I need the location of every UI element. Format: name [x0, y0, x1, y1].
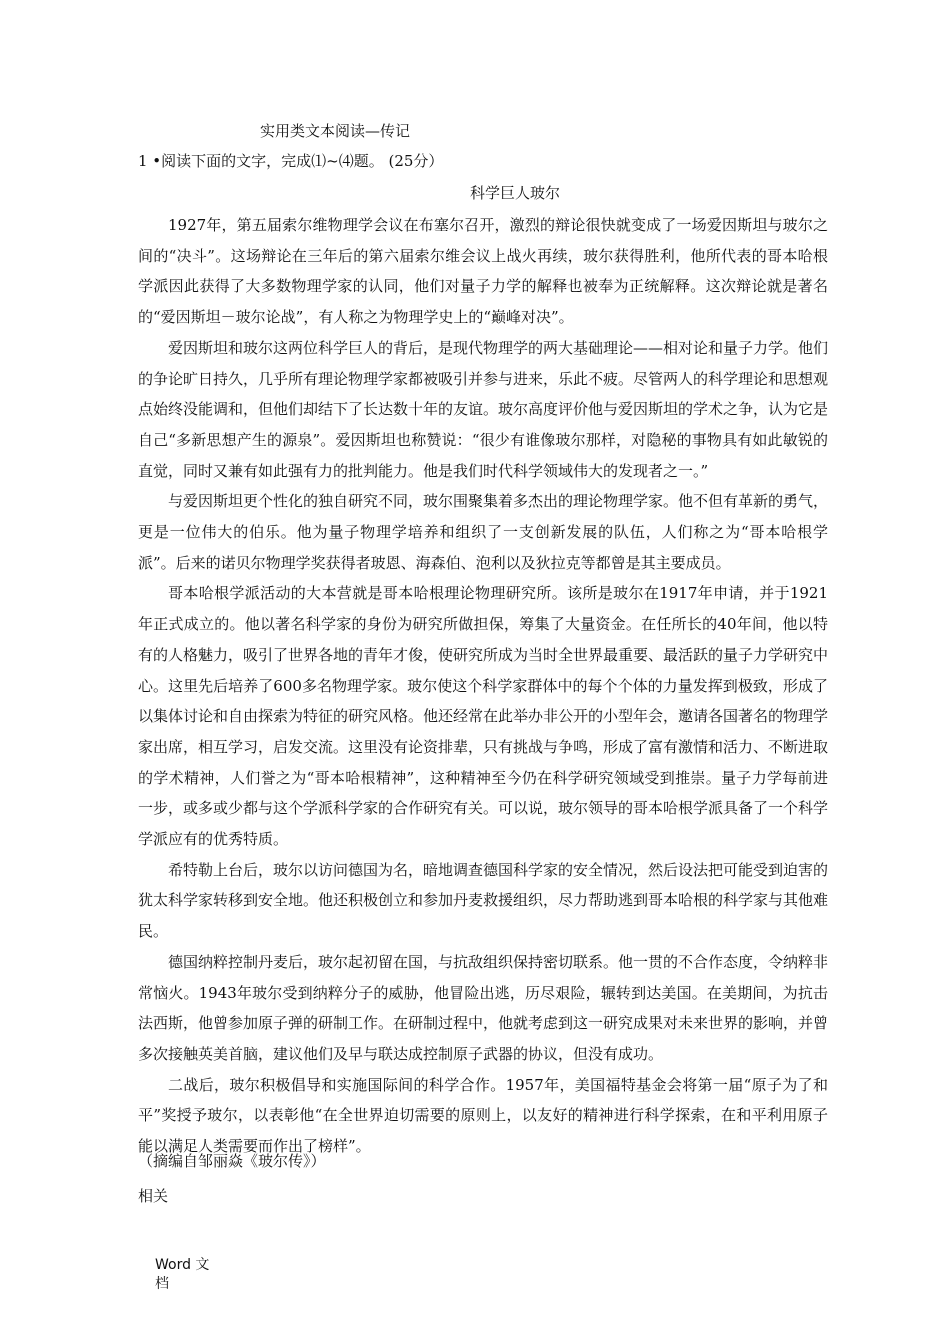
essay-body — [138, 210, 828, 1162]
footer-line: Word 文 — [155, 1257, 210, 1273]
question-instruction: 1 •阅读下面的文字，完成⑴~⑷题。 (25分） — [138, 152, 444, 170]
paragraph: 哥本哈根学派活动的大本营就是哥本哈根理论物理研究所。该所是玻尔在1917年申请，并于1921年正式成立的。他以著名科学家的身份为研究所做担保，筹集了大量资金。在任所长的40年间，他以特有的人格魅力，吸引了世界各地的青年才俊，使研究所成为当时全世界最重要、最活跃的量子力学研究中心。这里先后培养了600多名物理学家。玻尔使这个科学家群体中的每个个体的力量发挥到极致，形成了以集体讨论和自由探索为特征的研究风格。他还经常在此举办非公开的小型年会，邀请各国著名的物理学家出席，相互学习，启发交流。这里没有论资排辈，只有挑战与争鸣，形成了富有激情和活力、不断进取的学术精神，人们誉之为“哥本哈根精神”，这种精神至今仍在科学研究领域受到推崇。量子力学每前进一步，或多或少都与这个学派科学家的合作研究有关。可以说，玻尔领导的哥本哈根学派具备了一个科学学派应有的优秀特质。 — [138, 584, 829, 849]
paragraph: 爱因斯坦和玻尔这两位科学巨人的背后，是现代物理学的两大基础理论——相对论和量子力学。他们的争论旷日持久，几乎所有理论物理学家都被吸引并参与进来，乐此不疲。尽管两人的科学理论和思想观点始终没能调和，但他们却结下了长达数十年的友谊。玻尔高度评价他与爱因斯坦的学术之争，认为它是自己“多新思想产生的源泉”。爱因斯坦也称赞说：“很少有谁像玻尔那样，对隐秘的事物具有如此敏锐的直觉，同时又兼有如此强有力的批判能力。他是我们时代科学领域伟大的发现者之一。” — [138, 338, 829, 480]
footer-line: 档 — [155, 1276, 169, 1292]
related-label: 相关 — [138, 1187, 169, 1205]
document-title: 实用类文本阅读—传记 — [259, 122, 410, 140]
paragraph: 二战后，玻尔积极倡导和实施国际间的科学合作。1957年，美国福特基金会将第一届“原子为了和平”奖授予玻尔，以表彰他“在全世界迫切需要的原则上，以友好的精神进行科学探索，在和平利用原子能以满足人类需要而作出了榜样”。 — [138, 1075, 828, 1156]
paragraph: 德国纳粹控制丹麦后，玻尔起初留在国，与抗敌组织保持密切联系。他一贯的不合作态度，令纳粹非常恼火。1943年玻尔受到纳粹分子的威胁，他冒险出逃，历尽艰险，辗转到达美国。在美期间，为抗击法西斯，他曾参加原子弹的研制工作。在研制过程中，他就考虑到这一研究成果对未来世界的影响，并曾多次接触英美首脑，建议他们及早与联达成控制原子武器的协议，但没有成功。 — [138, 952, 829, 1063]
essay-title: 科学巨人玻尔 — [469, 184, 560, 202]
source-citation: （摘编自邹丽焱《玻尔传》） — [138, 1152, 326, 1170]
page-footer — [155, 1256, 215, 1294]
paragraph: 希特勒上台后，玻尔以访问德国为名，暗地调查德国科学家的安全情况，然后设法把可能受到迫害的犹太科学家转移到安全地。他还积极创立和参加丹麦救援组织，尽力帮助逃到哥本哈根的科学家与其他难民。 — [138, 860, 829, 941]
paragraph: 与爱因斯坦更个性化的独自研究不同，玻尔围聚集着多杰出的理论物理学家。他不但有革新的勇气，更是一位伟大的伯乐。他为量子物理学培养和组织了一支创新发展的队伍，人们称之为“哥本哈根学派”。后来的诺贝尔物理学奖获得者玻恩、海森伯、泡利以及狄拉克等都曾是其主要成员。 — [138, 492, 829, 572]
paragraph: 1927年，第五届索尔维物理学会议在布塞尔召开，激烈的辩论很快就变成了一场爱因斯坦与玻尔之间的“决斗”。这场辩论在三年后的第六届索尔维会议上战火再续，玻尔获得胜利，他所代表的哥本哈根学派因此获得了大多数物理学家的认同，他们对量子力学的解释也被奉为正统解释。这次辩论就是著名的“爱因斯坦－玻尔论战”，有人称之为物理学史上的“巅峰对决”。 — [138, 216, 828, 327]
